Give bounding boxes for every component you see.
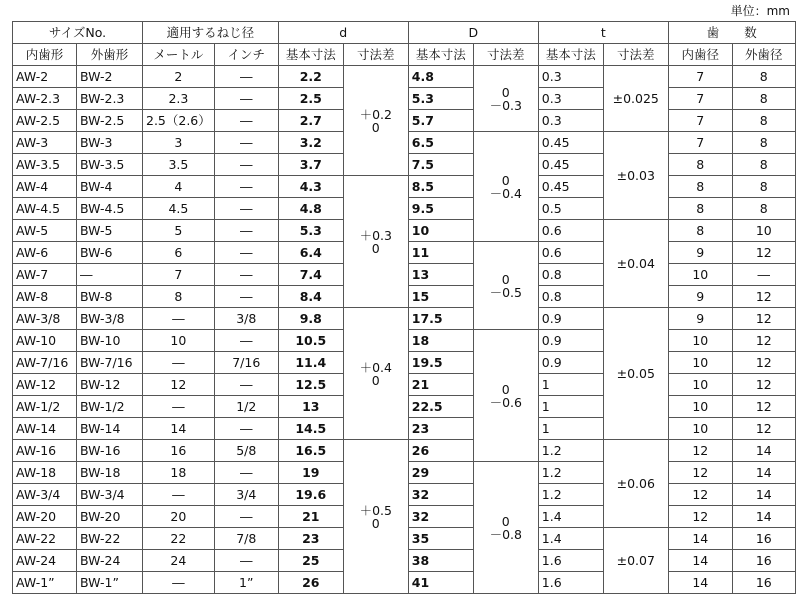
inner-type-size: AW-20	[13, 506, 77, 528]
inner-teeth: 10	[668, 330, 732, 352]
t-basic: 0.3	[538, 66, 603, 88]
outer-teeth: ―	[732, 264, 795, 286]
D-basic: 35	[408, 528, 473, 550]
t-tolerance-upper: ±0.03	[616, 168, 655, 183]
d-basic: 25	[278, 550, 343, 572]
inch-screw: ―	[214, 286, 278, 308]
unit-note: 単位：mm	[730, 4, 790, 18]
inch-screw: ―	[214, 550, 278, 572]
d-basic: 2.2	[278, 66, 343, 88]
inch-screw: 5/8	[214, 440, 278, 462]
header-d: d	[278, 22, 408, 44]
d-tolerance-upper: ＋0.4	[359, 359, 392, 375]
inch-screw: 7/16	[214, 352, 278, 374]
t-basic: 0.45	[538, 154, 603, 176]
t-basic: 1	[538, 418, 603, 440]
d-tolerance-lower: 0	[371, 119, 380, 135]
D-basic: 17.5	[408, 308, 473, 330]
metric-screw: 3.5	[143, 154, 215, 176]
inner-teeth: 12	[668, 462, 732, 484]
metric-screw: 24	[143, 550, 215, 572]
D-basic: 15	[408, 286, 473, 308]
D-basic: 23	[408, 418, 473, 440]
d-basic: 19.6	[278, 484, 343, 506]
inch-screw: ―	[214, 198, 278, 220]
outer-teeth: 12	[732, 330, 795, 352]
inner-type-size: AW-22	[13, 528, 77, 550]
table-body	[13, 66, 796, 594]
inner-type-size: AW-8	[13, 286, 77, 308]
header-metric: メートル	[143, 44, 215, 66]
d-basic: 26	[278, 572, 343, 594]
inner-type-size: AW-10	[13, 330, 77, 352]
D-basic: 6.5	[408, 132, 473, 154]
metric-screw: ―	[143, 352, 215, 374]
metric-screw: 7	[143, 264, 215, 286]
t-basic: 0.6	[538, 242, 603, 264]
header-t: t	[538, 22, 668, 44]
D-basic: 5.3	[408, 88, 473, 110]
D-basic: 13	[408, 264, 473, 286]
D-basic: 8.5	[408, 176, 473, 198]
outer-type-size: BW-2	[77, 66, 143, 88]
d-basic: 9.8	[278, 308, 343, 330]
metric-screw: ―	[143, 308, 215, 330]
metric-screw: ―	[143, 396, 215, 418]
D-tolerance-lower: －0.5	[489, 284, 522, 300]
D-basic: 21	[408, 374, 473, 396]
inch-screw: ―	[214, 506, 278, 528]
inner-type-size: AW-2	[13, 66, 77, 88]
t-basic: 0.3	[538, 88, 603, 110]
outer-type-size: BW-20	[77, 506, 143, 528]
inch-screw: ―	[214, 462, 278, 484]
D-tolerance-upper: 0	[501, 172, 510, 188]
inch-screw: 1”	[214, 572, 278, 594]
inner-teeth: 7	[668, 132, 732, 154]
outer-type-size: BW-4	[77, 176, 143, 198]
inner-type-size: AW-3	[13, 132, 77, 154]
D-basic: 41	[408, 572, 473, 594]
outer-teeth: 8	[732, 198, 795, 220]
d-basic: 3.2	[278, 132, 343, 154]
metric-screw: 4	[143, 176, 215, 198]
t-basic: 0.5	[538, 198, 603, 220]
outer-teeth: 8	[732, 132, 795, 154]
outer-teeth: 12	[732, 374, 795, 396]
d-tolerance-lower: 0	[371, 515, 380, 531]
header-row-1	[13, 22, 796, 44]
d-basic: 14.5	[278, 418, 343, 440]
D-basic: 11	[408, 242, 473, 264]
outer-type-size: BW-1”	[77, 572, 143, 594]
d-basic: 5.3	[278, 220, 343, 242]
header-row-2	[13, 44, 796, 66]
D-basic: 9.5	[408, 198, 473, 220]
D-tolerance	[473, 330, 538, 462]
header-D-basic: 基本寸法	[408, 44, 473, 66]
header-inch: インチ	[214, 44, 278, 66]
inner-type-size: AW-1”	[13, 572, 77, 594]
outer-type-size: BW-6	[77, 242, 143, 264]
metric-screw: ―	[143, 484, 215, 506]
outer-type-size: BW-12	[77, 374, 143, 396]
t-tolerance-upper: ±0.07	[616, 553, 655, 568]
inner-teeth: 14	[668, 572, 732, 594]
metric-screw: 2.3	[143, 88, 215, 110]
inch-screw: ―	[214, 110, 278, 132]
outer-teeth: 10	[732, 220, 795, 242]
D-basic: 32	[408, 506, 473, 528]
outer-teeth: 12	[732, 286, 795, 308]
inner-type-size: AW-18	[13, 462, 77, 484]
t-basic: 1.2	[538, 440, 603, 462]
d-tolerance	[343, 66, 408, 176]
D-basic: 10	[408, 220, 473, 242]
D-basic: 7.5	[408, 154, 473, 176]
t-basic: 1.2	[538, 462, 603, 484]
t-basic: 0.9	[538, 352, 603, 374]
inch-screw: ―	[214, 242, 278, 264]
t-basic: 1	[538, 374, 603, 396]
inner-type-size: AW-24	[13, 550, 77, 572]
d-basic: 10.5	[278, 330, 343, 352]
header-t-tolerance: 寸法差	[603, 44, 668, 66]
d-basic: 19	[278, 462, 343, 484]
inch-screw: ―	[214, 220, 278, 242]
d-basic: 4.8	[278, 198, 343, 220]
t-tolerance	[603, 220, 668, 308]
t-basic: 0.6	[538, 220, 603, 242]
inner-type-size: AW-16	[13, 440, 77, 462]
outer-teeth: 8	[732, 176, 795, 198]
metric-screw: 5	[143, 220, 215, 242]
inner-teeth: 10	[668, 418, 732, 440]
outer-teeth: 16	[732, 528, 795, 550]
t-tolerance	[603, 66, 668, 132]
metric-screw: 10	[143, 330, 215, 352]
inch-screw: ―	[214, 330, 278, 352]
inner-teeth: 14	[668, 550, 732, 572]
t-basic: 0.8	[538, 286, 603, 308]
D-tolerance-upper: 0	[501, 381, 510, 397]
table-row	[13, 440, 796, 462]
outer-type-size: BW-1/2	[77, 396, 143, 418]
D-tolerance	[473, 462, 538, 594]
t-basic: 0.8	[538, 264, 603, 286]
inch-screw: 3/4	[214, 484, 278, 506]
inner-teeth: 12	[668, 484, 732, 506]
inch-screw: ―	[214, 154, 278, 176]
inner-type-size: AW-1/2	[13, 396, 77, 418]
t-tolerance-upper: ±0.04	[616, 256, 655, 271]
t-basic: 0.9	[538, 330, 603, 352]
inner-teeth: 10	[668, 374, 732, 396]
d-basic: 6.4	[278, 242, 343, 264]
D-basic: 18	[408, 330, 473, 352]
inner-teeth: 10	[668, 264, 732, 286]
D-tolerance-lower: －0.8	[489, 526, 522, 542]
outer-type-size: ―	[77, 264, 143, 286]
inner-teeth: 7	[668, 110, 732, 132]
inner-teeth: 12	[668, 440, 732, 462]
d-tolerance-upper: ＋0.2	[359, 106, 392, 122]
d-tolerance-lower: 0	[371, 240, 380, 256]
d-basic: 2.7	[278, 110, 343, 132]
inner-type-size: AW-2.3	[13, 88, 77, 110]
inner-type-size: AW-4	[13, 176, 77, 198]
t-tolerance	[603, 308, 668, 440]
outer-type-size: BW-10	[77, 330, 143, 352]
inch-screw: ―	[214, 88, 278, 110]
t-tolerance	[603, 132, 668, 220]
header-screw-diameter: 適用するねじ径	[143, 22, 279, 44]
outer-type-size: BW-8	[77, 286, 143, 308]
outer-teeth: 12	[732, 352, 795, 374]
d-basic: 11.4	[278, 352, 343, 374]
inner-teeth: 10	[668, 396, 732, 418]
outer-type-size: BW-3	[77, 132, 143, 154]
outer-teeth: 12	[732, 242, 795, 264]
header-outer-teeth: 外歯径	[732, 44, 795, 66]
table-row	[13, 66, 796, 88]
inner-type-size: AW-6	[13, 242, 77, 264]
t-basic: 0.45	[538, 176, 603, 198]
D-basic: 38	[408, 550, 473, 572]
d-tolerance	[343, 308, 408, 440]
t-basic: 1.4	[538, 506, 603, 528]
inner-type-size: AW-3.5	[13, 154, 77, 176]
D-tolerance-upper: 0	[501, 513, 510, 529]
D-basic: 26	[408, 440, 473, 462]
inner-type-size: AW-7/16	[13, 352, 77, 374]
outer-type-size: BW-3.5	[77, 154, 143, 176]
d-basic: 7.4	[278, 264, 343, 286]
outer-type-size: BW-2.3	[77, 88, 143, 110]
metric-screw: 18	[143, 462, 215, 484]
metric-screw: 14	[143, 418, 215, 440]
outer-type-size: BW-3/4	[77, 484, 143, 506]
t-basic: 1.2	[538, 484, 603, 506]
D-basic: 32	[408, 484, 473, 506]
header-d-tolerance: 寸法差	[343, 44, 408, 66]
outer-teeth: 16	[732, 550, 795, 572]
t-basic: 1.6	[538, 572, 603, 594]
inner-teeth: 8	[668, 154, 732, 176]
table-row	[13, 176, 796, 198]
inner-teeth: 9	[668, 242, 732, 264]
inner-teeth: 9	[668, 308, 732, 330]
D-tolerance-upper: 0	[501, 84, 510, 100]
inch-screw: ―	[214, 418, 278, 440]
outer-type-size: BW-24	[77, 550, 143, 572]
D-tolerance-upper: 0	[501, 271, 510, 287]
inner-type-size: AW-3/8	[13, 308, 77, 330]
d-basic: 3.7	[278, 154, 343, 176]
d-basic: 23	[278, 528, 343, 550]
inner-teeth: 10	[668, 352, 732, 374]
metric-screw: 2	[143, 66, 215, 88]
metric-screw: 6	[143, 242, 215, 264]
inner-teeth: 14	[668, 528, 732, 550]
header-t-basic: 基本寸法	[538, 44, 603, 66]
inner-teeth: 8	[668, 176, 732, 198]
d-tolerance-lower: 0	[371, 372, 380, 388]
d-basic: 13	[278, 396, 343, 418]
outer-type-size: BW-14	[77, 418, 143, 440]
table-row	[13, 308, 796, 330]
header-teeth-count: 歯 数	[668, 22, 795, 44]
inner-type-size: AW-7	[13, 264, 77, 286]
inch-screw: ―	[214, 132, 278, 154]
inner-type-size: AW-12	[13, 374, 77, 396]
metric-screw: 16	[143, 440, 215, 462]
spec-table	[12, 21, 796, 594]
t-tolerance-upper: ±0.025	[612, 91, 659, 106]
t-basic: 1.4	[538, 528, 603, 550]
header-d-basic: 基本寸法	[278, 44, 343, 66]
header-inner-type: 内歯形	[13, 44, 77, 66]
outer-teeth: 8	[732, 66, 795, 88]
t-basic: 0.45	[538, 132, 603, 154]
outer-teeth: 14	[732, 462, 795, 484]
inner-teeth: 9	[668, 286, 732, 308]
d-basic: 8.4	[278, 286, 343, 308]
t-basic: 0.3	[538, 110, 603, 132]
inner-teeth: 7	[668, 88, 732, 110]
outer-teeth: 12	[732, 418, 795, 440]
d-basic: 21	[278, 506, 343, 528]
metric-screw: ―	[143, 572, 215, 594]
outer-type-size: BW-16	[77, 440, 143, 462]
D-tolerance-lower: －0.3	[489, 97, 522, 113]
outer-type-size: BW-22	[77, 528, 143, 550]
inner-teeth: 12	[668, 506, 732, 528]
inch-screw: 1/2	[214, 396, 278, 418]
inch-screw: ―	[214, 264, 278, 286]
header-size-no: サイズNo.	[13, 22, 143, 44]
t-basic: 0.9	[538, 308, 603, 330]
inch-screw: ―	[214, 66, 278, 88]
outer-teeth: 8	[732, 154, 795, 176]
outer-teeth: 16	[732, 572, 795, 594]
t-tolerance-upper: ±0.06	[616, 476, 655, 491]
outer-teeth: 12	[732, 308, 795, 330]
header-outer-type: 外歯形	[77, 44, 143, 66]
inner-type-size: AW-2.5	[13, 110, 77, 132]
D-basic: 5.7	[408, 110, 473, 132]
D-tolerance	[473, 132, 538, 242]
outer-type-size: BW-18	[77, 462, 143, 484]
D-tolerance-lower: －0.6	[489, 394, 522, 410]
metric-screw: 8	[143, 286, 215, 308]
metric-screw: 22	[143, 528, 215, 550]
D-tolerance	[473, 66, 538, 132]
outer-type-size: BW-4.5	[77, 198, 143, 220]
inner-type-size: AW-3/4	[13, 484, 77, 506]
d-tolerance-upper: ＋0.3	[359, 227, 392, 243]
D-basic: 22.5	[408, 396, 473, 418]
header-D: D	[408, 22, 538, 44]
metric-screw: 4.5	[143, 198, 215, 220]
outer-teeth: 8	[732, 88, 795, 110]
outer-teeth: 12	[732, 396, 795, 418]
inch-screw: ―	[214, 176, 278, 198]
metric-screw: 3	[143, 132, 215, 154]
header-D-tolerance: 寸法差	[473, 44, 538, 66]
d-tolerance	[343, 440, 408, 594]
metric-screw: 2.5（2.6）	[143, 110, 215, 132]
outer-teeth: 14	[732, 440, 795, 462]
inner-teeth: 8	[668, 198, 732, 220]
metric-screw: 20	[143, 506, 215, 528]
D-tolerance-lower: －0.4	[489, 185, 522, 201]
d-basic: 4.3	[278, 176, 343, 198]
inner-type-size: AW-14	[13, 418, 77, 440]
outer-teeth: 8	[732, 110, 795, 132]
d-basic: 16.5	[278, 440, 343, 462]
metric-screw: 12	[143, 374, 215, 396]
t-tolerance-upper: ±0.05	[616, 366, 655, 381]
t-basic: 1	[538, 396, 603, 418]
inner-teeth: 8	[668, 220, 732, 242]
t-tolerance	[603, 528, 668, 594]
d-tolerance-upper: ＋0.5	[359, 502, 392, 518]
outer-type-size: BW-2.5	[77, 110, 143, 132]
t-tolerance	[603, 440, 668, 528]
inner-type-size: AW-5	[13, 220, 77, 242]
D-tolerance	[473, 242, 538, 330]
header-inner-teeth: 内歯径	[668, 44, 732, 66]
d-tolerance	[343, 176, 408, 308]
D-basic: 4.8	[408, 66, 473, 88]
outer-teeth: 14	[732, 484, 795, 506]
t-basic: 1.6	[538, 550, 603, 572]
inch-screw: 7/8	[214, 528, 278, 550]
inch-screw: 3/8	[214, 308, 278, 330]
D-basic: 19.5	[408, 352, 473, 374]
inner-teeth: 7	[668, 66, 732, 88]
outer-type-size: BW-7/16	[77, 352, 143, 374]
outer-teeth: 14	[732, 506, 795, 528]
inner-type-size: AW-4.5	[13, 198, 77, 220]
outer-type-size: BW-5	[77, 220, 143, 242]
outer-type-size: BW-3/8	[77, 308, 143, 330]
D-basic: 29	[408, 462, 473, 484]
d-basic: 2.5	[278, 88, 343, 110]
inch-screw: ―	[214, 374, 278, 396]
d-basic: 12.5	[278, 374, 343, 396]
